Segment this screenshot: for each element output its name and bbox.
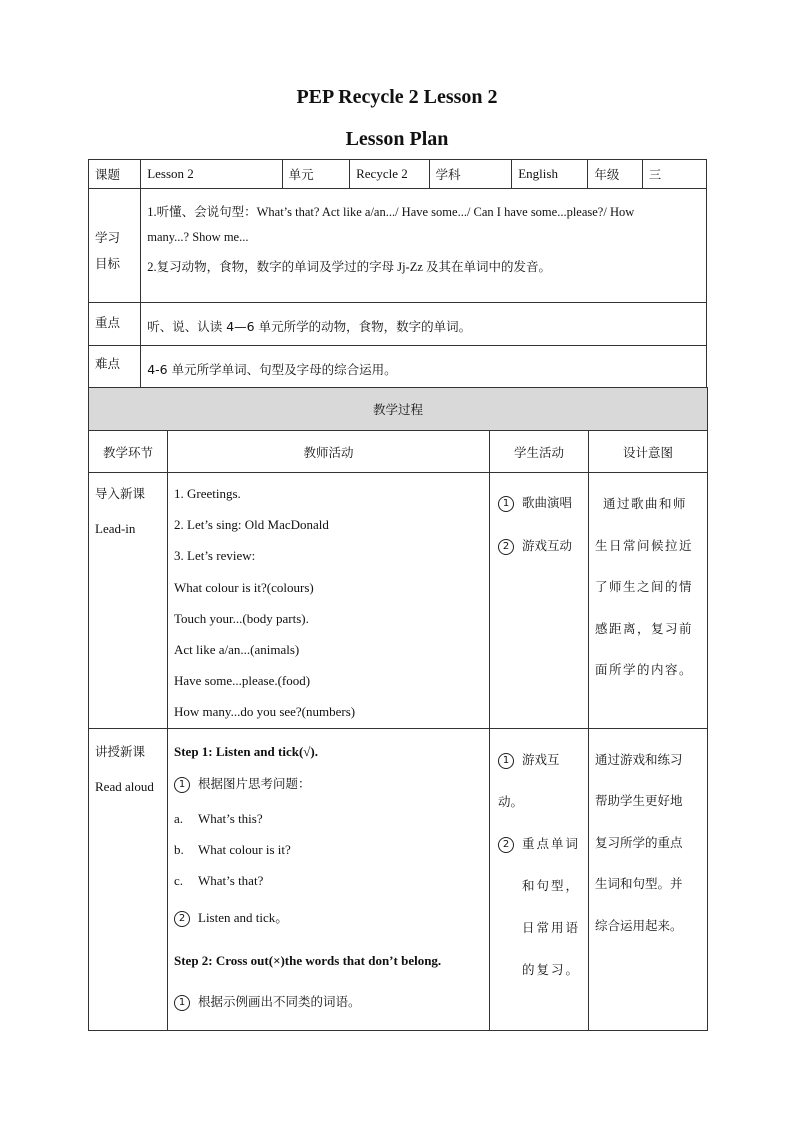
- step-1-title: Step 1: Listen and tick(√).: [174, 743, 319, 759]
- header-stage: 教学环节: [89, 431, 168, 473]
- goals-content: [141, 189, 707, 303]
- leadin-stage-cn: 导入新课: [95, 486, 146, 501]
- document-title: PEP Recycle 2 Lesson 2: [296, 86, 498, 108]
- topic-label: 课题: [89, 160, 141, 189]
- teacher-line: 1. Greetings.: [174, 486, 241, 501]
- goal-2: 2.复习动物，食物，数字的单词及学过的字母 Jj-Zz 及其在单词中的发音。: [147, 260, 552, 274]
- circled-number-icon: 2: [498, 837, 514, 853]
- subject-label: 学科: [429, 160, 512, 189]
- teacher-line: Touch your...(body parts).: [174, 610, 309, 626]
- step-1-question: b. What colour is it?: [174, 841, 291, 857]
- readaloud-stage: [89, 728, 168, 1030]
- readaloud-teacher: [168, 728, 490, 1030]
- readaloud-stage-cn: 讲授新课: [95, 743, 146, 759]
- intent-line: 通过游戏和练习: [595, 751, 683, 767]
- leadin-student: [490, 473, 589, 729]
- grade-label: 年级: [588, 160, 642, 189]
- header-intent: 设计意图: [589, 431, 708, 473]
- intent-line: 综合运用起来。: [595, 917, 683, 933]
- student-item: 1 歌曲演唱: [498, 481, 582, 524]
- intent-line: 生词和句型。并: [595, 876, 683, 892]
- circled-number-icon: 1: [174, 995, 190, 1011]
- circled-number-icon: 2: [498, 539, 514, 555]
- goal-1-line-1: 1.听懂、会说句型：What’s that? Act like a/an.../ Have some.../ Can I have some...please?/ How: [147, 205, 635, 219]
- document-subtitle: Lesson Plan: [345, 128, 449, 150]
- readaloud-stage-en: Read aloud: [95, 778, 154, 794]
- step-2-text: 1 根据示例画出不同类的词语。: [174, 982, 483, 1022]
- leadin-stage-en: Lead-in: [95, 521, 136, 536]
- leadin-intent: [589, 473, 708, 729]
- goals-label: [89, 189, 141, 303]
- teacher-line: 2. Let’s sing: Old MacDonald: [174, 517, 329, 533]
- circled-number-icon: 1: [498, 753, 514, 769]
- goal-1-line-2: many...? Show me...: [147, 230, 249, 244]
- goals-label-line-2: 目标: [95, 256, 121, 271]
- student-item: 2 重点单词 和句型， 日常用语 的复习。: [498, 823, 584, 991]
- leadin-teacher: [168, 473, 490, 729]
- teaching-process-table: [88, 387, 708, 1031]
- unit-label: 单元: [282, 160, 349, 189]
- teacher-line: Have some...please.(food): [174, 673, 311, 689]
- intent-line: 了师生之间的情: [595, 579, 694, 594]
- teacher-line: 3. Let’s review:: [174, 548, 256, 564]
- intent-line: 感距离，复习前: [595, 620, 694, 636]
- step-1-intro: 1 根据图片思考问题：: [174, 765, 483, 803]
- key-value: 听、说、认读 4—6 单元所学的动物，食物，数字的单词。: [141, 303, 707, 346]
- step-2-title: Step 2: Cross out(×)the words that don’t belong.: [174, 952, 442, 968]
- grade-value: 三: [642, 160, 706, 189]
- circled-number-icon: 1: [174, 777, 190, 793]
- process-section-title: 教学过程: [89, 388, 708, 431]
- topic-value: Lesson 2: [141, 160, 282, 189]
- intent-line: 面所学的内容。: [595, 662, 694, 677]
- subject-value: English: [512, 160, 588, 189]
- intent-line: 通过歌曲和师: [603, 496, 688, 511]
- difficult-label: 难点: [89, 346, 141, 388]
- lesson-info-table: [88, 159, 707, 388]
- teacher-line: What colour is it?(colours): [174, 579, 314, 595]
- intent-line: 复习所学的重点: [595, 834, 683, 850]
- readaloud-intent: [589, 728, 708, 1030]
- header-teacher: 教师活动: [168, 431, 490, 473]
- step-1-listen: 2 Listen and tick。: [174, 896, 483, 940]
- intent-line: 生日常问候拉近: [595, 537, 694, 553]
- header-student: 学生活动: [490, 431, 589, 473]
- readaloud-student: [490, 728, 589, 1030]
- key-label: 重点: [89, 303, 141, 346]
- student-item: 2 游戏互动: [498, 524, 582, 567]
- leadin-stage: [89, 473, 168, 729]
- student-item: 1 游戏互动。: [498, 751, 560, 809]
- intent-line: 帮助学生更好地: [595, 793, 683, 809]
- step-1-question: a. What’s this?: [174, 810, 263, 826]
- circled-number-icon: 2: [174, 911, 190, 927]
- teacher-line: How many...do you see?(numbers): [174, 704, 356, 720]
- difficult-value: 4-6 单元所学单词、句型及字母的综合运用。: [141, 346, 707, 388]
- goals-label-line-1: 学习: [95, 230, 121, 245]
- unit-value: Recycle 2: [350, 160, 429, 189]
- step-1-question: c. What’s that?: [174, 872, 264, 888]
- teacher-line: Act like a/an...(animals): [174, 642, 300, 658]
- circled-number-icon: 1: [498, 496, 514, 512]
